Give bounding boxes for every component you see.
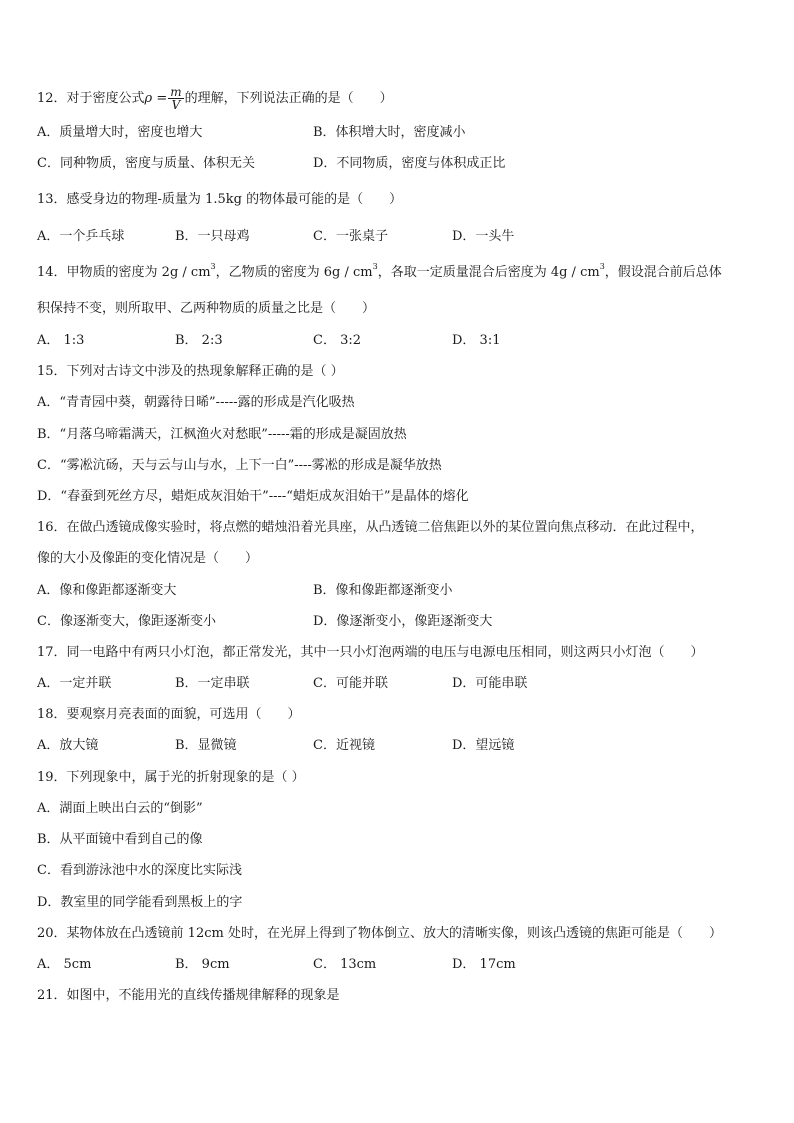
q17-option-d: D．可能串联 xyxy=(452,676,528,691)
q14-option-a: A． 1:3 xyxy=(37,333,85,348)
q17-option-a: A．一定并联 xyxy=(37,676,112,691)
q13-option-b: B．一只母鸡 xyxy=(175,229,250,244)
question-14-stem-line1 xyxy=(37,264,722,282)
question-16-stem-line1: 16．在做凸透镜成像实验时，将点燃的蜡烛沿着光具座，从凸透镜二倍焦距以外的某位置向焦点移动．在此过程中， xyxy=(37,520,704,535)
q13-option-d: D．一头牛 xyxy=(452,229,515,244)
q18-option-a: A．放大镜 xyxy=(37,738,99,753)
q12-option-a: A．质量增大时，密度也增大 xyxy=(37,125,203,140)
question-21-stem: 21．如图中，不能用光的直线传播规律解释的现象是 xyxy=(37,988,340,1003)
q15-option-a: A．“青青园中葵，朝露待日晞”-----露的形成是汽化吸热 xyxy=(37,395,355,410)
q20-option-b: B． 9cm xyxy=(175,957,230,972)
rho-symbol: ρ xyxy=(144,91,153,106)
q15-option-c: C．“雾凇沆砀，天与云与山与水，上下一白”----雾凇的形成是凝华放热 xyxy=(37,458,442,473)
q14-part-d: ，假设混合前后总体 xyxy=(604,265,722,280)
q20-option-d: D． 17cm xyxy=(452,957,516,972)
q12-option-b: B．体积增大时，密度减小 xyxy=(313,125,466,140)
q14-part-c: ，各取一定质量混合后密度为 4g / cm xyxy=(377,265,600,280)
q17-option-b: B．一定串联 xyxy=(175,676,250,691)
question-14-stem-line2: 积保持不变，则所取甲、乙两种物质的质量之比是（ ） xyxy=(37,301,376,316)
density-fraction xyxy=(168,86,183,111)
q12-option-d: D．不同物质，密度与体积成正比 xyxy=(313,156,506,171)
q13-option-a: A．一个乒乓球 xyxy=(37,229,125,244)
q18-option-b: B．显微镜 xyxy=(175,738,237,753)
question-13-stem: 13．感受身边的物理-质量为 1.5kg 的物体最可能的是（ ） xyxy=(37,192,403,207)
question-15-stem: 15．下列对古诗文中涉及的热现象解释正确的是（ ） xyxy=(37,364,344,379)
q12-prefix: 12．对于密度公式 xyxy=(37,91,145,106)
equals-sign: = xyxy=(156,91,168,106)
q19-option-a: A．湖面上映出白云的“倒影” xyxy=(37,801,203,816)
q14-option-d: D． 3:1 xyxy=(452,333,501,348)
superscript-3: 3 xyxy=(599,262,605,271)
q18-option-c: C．近视镜 xyxy=(313,738,375,753)
q13-option-c: C．一张桌子 xyxy=(313,229,388,244)
question-17-stem: 17．同一电路中有两只小灯泡，都正常发光，其中一只小灯泡两端的电压与电源电压相同，则这两只小灯泡（ ） xyxy=(37,645,704,660)
q16-option-d: D．像逐渐变小，像距逐渐变大 xyxy=(313,614,493,629)
q14-part-a: 14．甲物质的密度为 2g / cm xyxy=(37,265,211,280)
q16-option-b: B．像和像距都逐渐变小 xyxy=(313,583,453,598)
q15-option-b: B．“月落乌啼霜满天，江枫渔火对愁眠”-----霜的形成是凝固放热 xyxy=(37,427,407,442)
question-18-stem: 18．要观察月亮表面的面貌，可选用（ ） xyxy=(37,707,301,722)
q14-part-b: ，乙物质的密度为 6g / cm xyxy=(215,265,373,280)
superscript-3: 3 xyxy=(210,262,216,271)
q14-option-b: B． 2:3 xyxy=(175,333,223,348)
superscript-3: 3 xyxy=(372,262,378,271)
q15-option-d: D．“春蚕到死丝方尽，蜡炬成灰泪始干”----“蜡炬成灰泪始干”是晶体的熔化 xyxy=(37,489,469,504)
q16-option-c: C．像逐渐变大，像距逐渐变小 xyxy=(37,614,216,629)
q19-option-d: D．教室里的同学能看到黑板上的字 xyxy=(37,895,243,910)
q20-option-a: A． 5cm xyxy=(37,957,92,972)
q19-option-b: B．从平面镜中看到自己的像 xyxy=(37,832,203,847)
fraction-numerator: m xyxy=(170,85,182,99)
q12-option-c: C．同种物质，密度与质量、体积无关 xyxy=(37,156,255,171)
question-12-stem xyxy=(37,86,393,111)
question-20-stem: 20．某物体放在凸透镜前 12cm 处时，在光屏上得到了物体倒立、放大的清晰实像，则该凸透镜的焦距可能是（ ） xyxy=(37,926,722,941)
question-19-stem: 19．下列现象中，属于光的折射现象的是（ ） xyxy=(37,770,305,785)
q17-option-c: C．可能并联 xyxy=(313,676,388,691)
q14-option-c: C． 3:2 xyxy=(313,333,362,348)
q18-option-d: D．望远镜 xyxy=(452,738,515,753)
q16-option-a: A．像和像距都逐渐变大 xyxy=(37,583,177,598)
q20-option-c: C． 13cm xyxy=(313,957,377,972)
question-16-stem-line2: 像的大小及像距的变化情况是（ ） xyxy=(37,551,259,566)
q12-suffix: 的理解，下列说法正确的是（ ） xyxy=(184,91,393,106)
fraction-denominator: V xyxy=(168,98,183,111)
q19-option-c: C．看到游泳池中水的深度比实际浅 xyxy=(37,863,242,878)
